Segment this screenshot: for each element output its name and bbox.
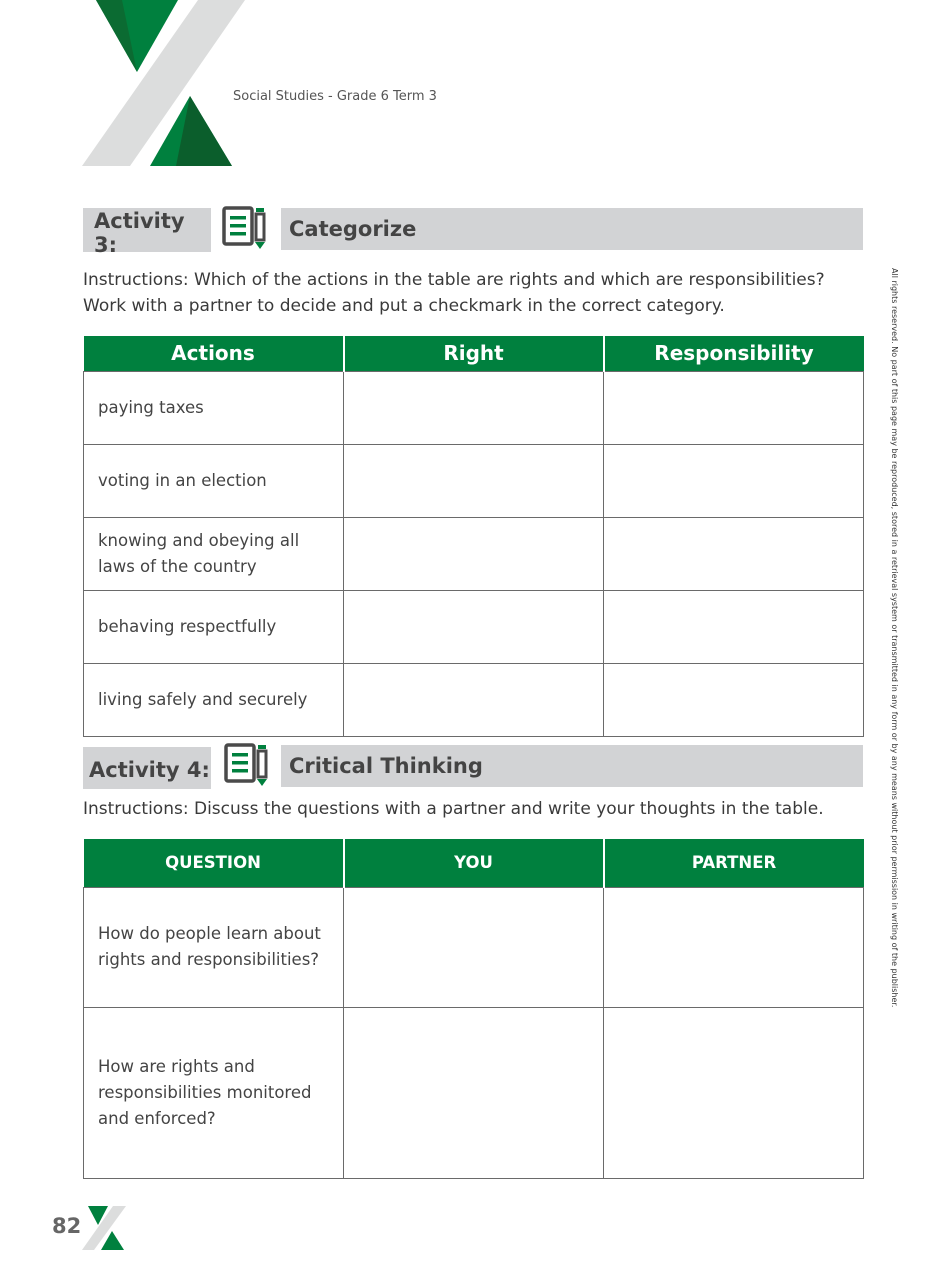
responsibility-checkbox-cell[interactable] [604,371,864,444]
you-answer-cell[interactable] [344,1007,604,1178]
action-cell: behaving respectfully [84,590,344,663]
partner-answer-cell[interactable] [604,887,864,1007]
responsibility-checkbox-cell[interactable] [604,517,864,590]
table-row [84,1007,864,1178]
checklist-pencil-icon [221,206,269,252]
instructions-line: Instructions: Which of the actions in the table are rights and which are responsibilities? [83,270,825,290]
action-cell: knowing and obeying all laws of the country [84,517,344,590]
copyright-notice [889,268,899,1008]
table-row [84,517,864,590]
partner-answer-cell[interactable] [604,1007,864,1178]
column-header-question: QUESTION [84,839,344,887]
brand-logo-small-icon [82,1206,126,1251]
activity-3-instructions [83,267,825,319]
activity-3-header [83,208,863,257]
copyright-text: All rights reserved. No part of this page may be reproduced, stored in a retrieval system or transmitted in any form or by any means without prior permission in writing of the publisher. [890,268,899,1008]
action-cell: living safely and securely [84,663,344,736]
page-number: 82 [52,1214,82,1238]
column-header-right: Right [344,336,604,371]
right-checkbox-cell[interactable] [344,517,604,590]
column-header-partner: PARTNER [604,839,864,887]
table-row [84,444,864,517]
table-row [84,590,864,663]
checklist-pencil-icon [223,743,271,789]
book-subject-header: Social Studies - Grade 6 Term 3 [233,89,437,104]
table-row [84,887,864,1007]
activity-3-title: Categorize [281,208,863,250]
rights-responsibilities-table [83,336,864,737]
table-row [84,371,864,444]
activity-3-label: Activity 3: [83,208,211,252]
activity-4-title: Critical Thinking [281,745,863,787]
activity-4-header [83,745,863,789]
responsibility-checkbox-cell[interactable] [604,590,864,663]
column-header-you: YOU [344,839,604,887]
right-checkbox-cell[interactable] [344,663,604,736]
right-checkbox-cell[interactable] [344,590,604,663]
right-checkbox-cell[interactable] [344,444,604,517]
column-header-responsibility: Responsibility [604,336,864,371]
activity-4-instructions: Instructions: Discuss the questions with a partner and write your thoughts in the table. [83,799,824,819]
you-answer-cell[interactable] [344,887,604,1007]
instructions-line: Work with a partner to decide and put a checkmark in the correct category. [83,296,725,316]
responsibility-checkbox-cell[interactable] [604,444,864,517]
brand-logo-icon [82,0,252,168]
right-checkbox-cell[interactable] [344,371,604,444]
responsibility-checkbox-cell[interactable] [604,663,864,736]
action-cell: paying taxes [84,371,344,444]
question-cell: How do people learn about rights and responsibilities? [84,887,344,1007]
question-cell: How are rights and responsibilities monitored and enforced? [84,1007,344,1178]
table-row [84,663,864,736]
action-cell: voting in an election [84,444,344,517]
activity-4-label: Activity 4: [83,747,211,789]
critical-thinking-table [83,839,864,1179]
column-header-actions: Actions [84,336,344,371]
